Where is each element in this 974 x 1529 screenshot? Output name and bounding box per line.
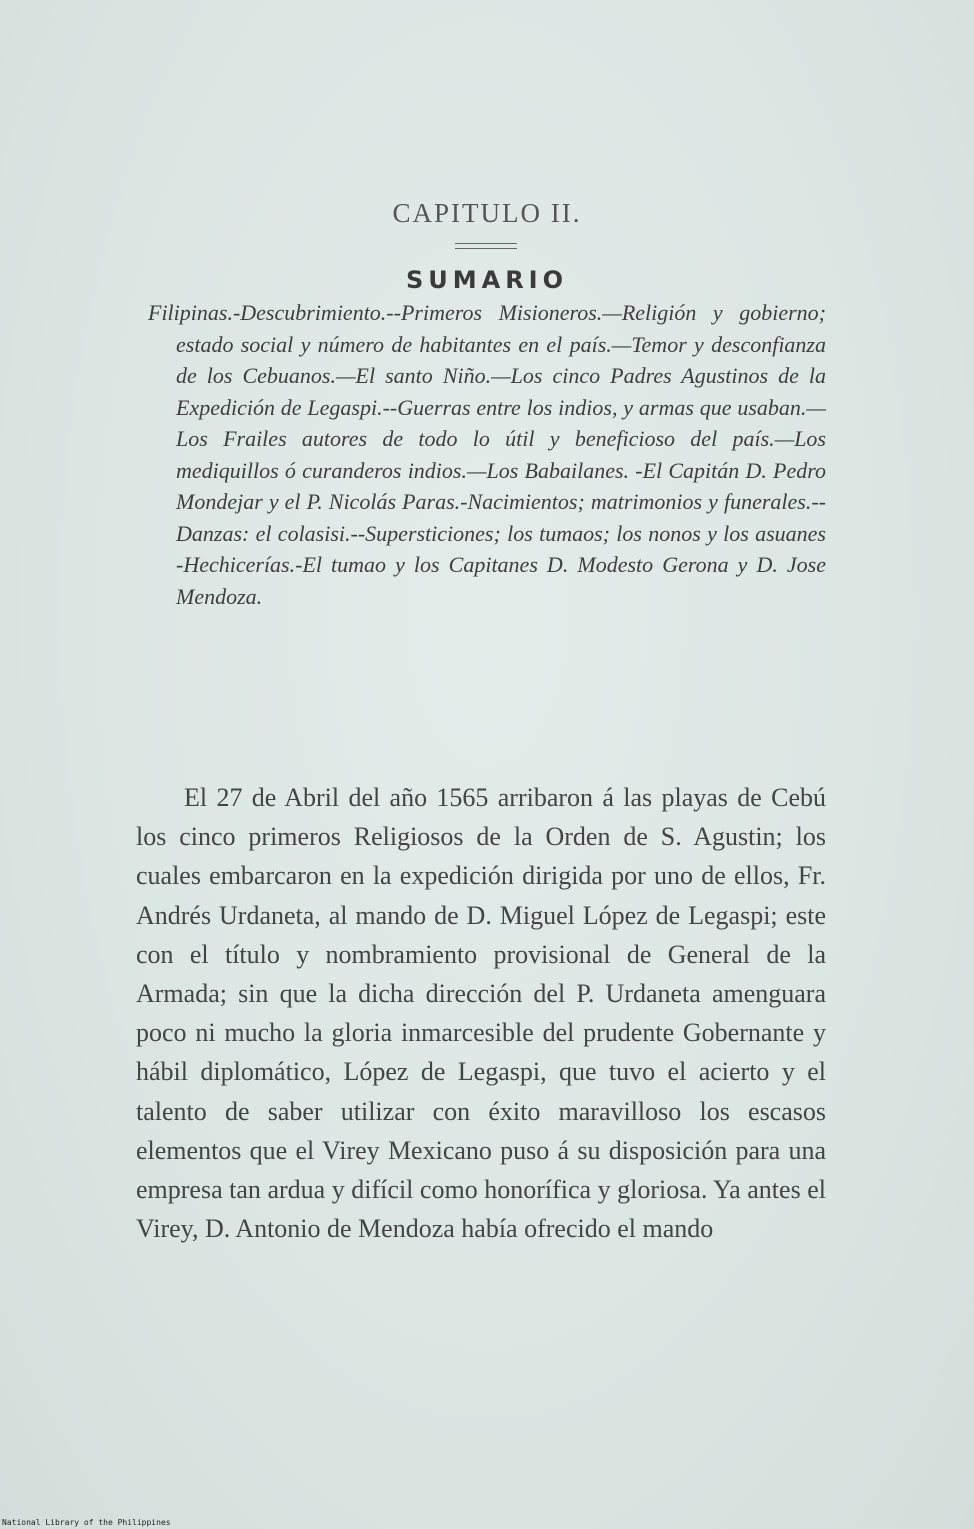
body-paragraph: El 27 de Abril del año 1565 arribaron á las playas de Cebú los cinco primeros Religiosos de la Orden de S. Agustin; los cuales embarcaron en la expedición dirigida por uno de ellos, Fr. Andrés Urdaneta, al mando de D. Miguel López de Legaspi; este con el título y nombramiento provisional de General de la Armada; sin que la dicha dirección del P. Urdaneta amenguara poco ni mucho la gloria inmarcesible del prudente Gobernante y hábil diplomático, López de Legaspi, que tuvo el acierto y el talento de saber utilizar con éxito maravilloso los escasos elementos que el Virey Mexicano puso á su disposición para una empresa tan ardua y difícil como honorífica y gloriosa. Ya antes el Virey, D. Antonio de Mendoza había ofrecido el mando [136, 783, 826, 1244]
chapter-title: CAPITULO II. [392, 198, 582, 228]
summary-heading: SUMARIO [405, 266, 569, 294]
body-text [136, 778, 826, 1248]
summary-paragraph: Filipinas.-Descubrimiento.--Primeros Misioneros.—Religión y gobierno; estado social y número de habitantes en el país.—Temor y desconfianza de los Cebuanos.—El santo Niño.—Los cinco Padres Agustinos de la Expedición de Legaspi.--Guerras entre los indios, y armas que usaban.—Los Frailes autores de todo lo útil y beneficioso del país.—Los mediquillos ó curanderos indios.—Los Babailanes. -El Capitán D. Pedro Mondejar y el P. Nicolás Paras.-Nacimientos; matrimonios y funerales.--Danzas: el colasisi.--Supersticiones; los tumaos; los nonos y los asuanes -Hechicerías.-El tumao y los Capitanes D. Modesto Gerona y D. Jose Mendoza. [148, 300, 826, 609]
title-rule [455, 243, 517, 249]
summary-text [148, 297, 826, 612]
library-footer: National Library of the Philippines [2, 1518, 171, 1527]
